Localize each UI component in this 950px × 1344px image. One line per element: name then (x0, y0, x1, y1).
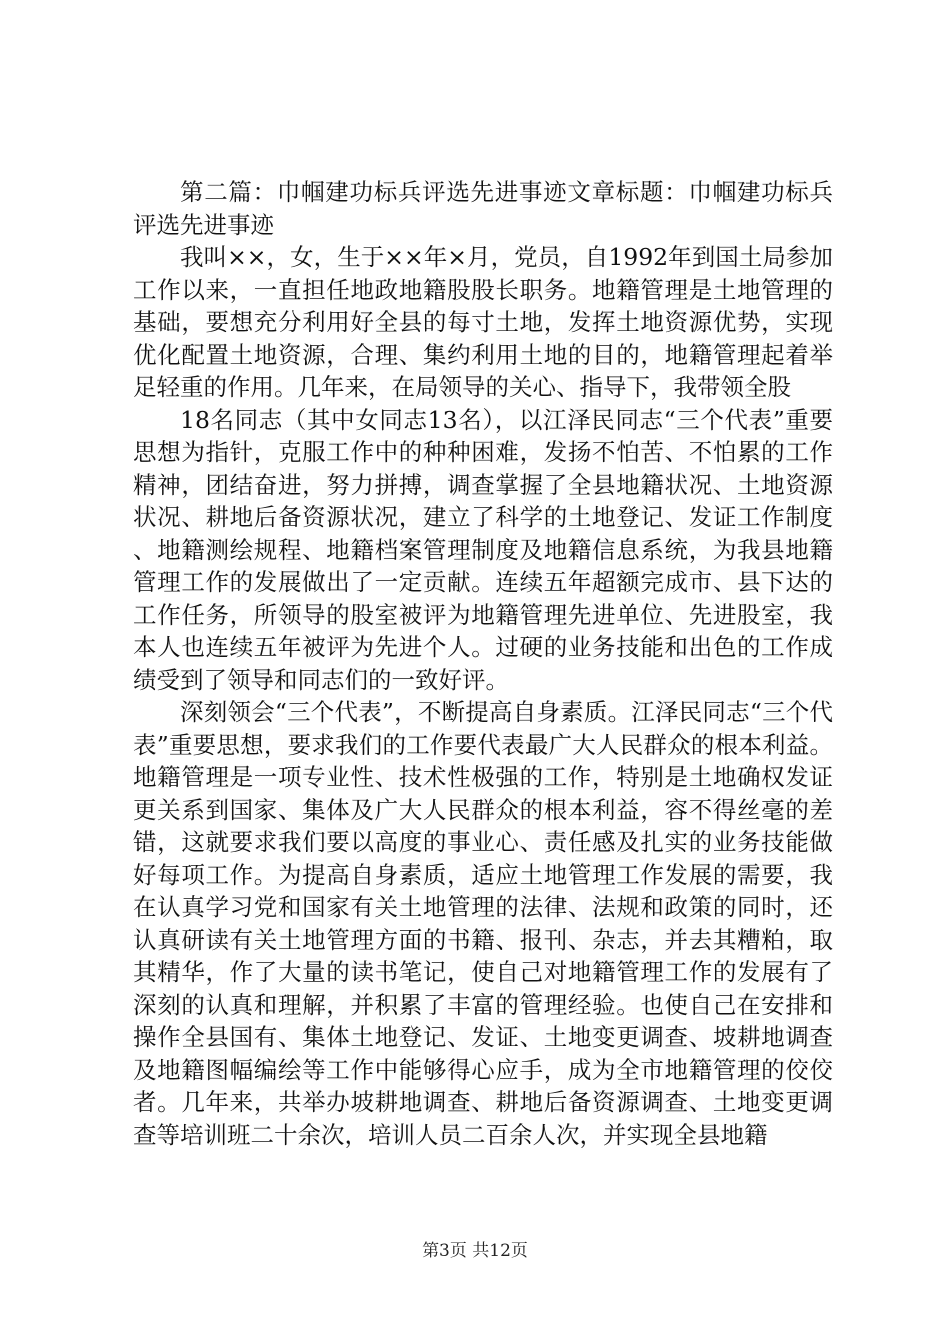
document-body (133, 176, 833, 1151)
body-paragraph: 深刻领会“三个代表”，不断提高自身素质。江泽民同志“三个代表”重要思想，要求我们的工作要代表最广大人民群众的根本利益。地籍管理是一项专业性、技术性极强的工作，特别是土地确权发证更关系到国家、集体及广大人民群众的根本利益，容不得丝毫的差错，这就要求我们要以高度的事业心、责任感及扎实的业务技能做好每项工作。为提高自身素质，适应土地管理工作发展的需要，我在认真学习党和国家有关土地管理的法律、法规和政策的同时，还认真研读有关土地管理方面的书籍、报刊、杂志，并去其糟粕，取其精华，作了大量的读书笔记，使自己对地籍管理工作的发展有了深刻的认真和理解，并积累了丰富的管理经验。也使自己在安排和操作全县国有、集体土地登记、发证、土地变更调查、坡耕地调查及地籍图幅编绘等工作中能够得心应手，成为全市地籍管理的佼佼者。几年来，共举办坡耕地调查、耕地后备资源调查、土地变更调查等培训班二十余次，培训人员二百余人次，并实现全县地籍 (133, 698, 833, 1149)
body-paragraph: 18名同志（其中女同志13名），以江泽民同志“三个代表”重要思想为指针，克服工作中的种种困难，发扬不怕苦、不怕累的工作精神，团结奋进，努力拼搏，调查掌握了全县地籍状况、土地资源状况、耕地后备资源状况，建立了科学的土地登记、发证工作制度、地籍测绘规程、地籍档案管理制度及地籍信息系统，为我县地籍管理工作的发展做出了一定贡献。连续五年超额完成市、县下达的工作任务，所领导的股室被评为地籍管理先进单位、先进股室，我本人也连续五年被评为先进个人。过硬的业务技能和出色的工作成绩受到了领导和同志们的一致好评。 (133, 405, 833, 694)
document-title-paragraph: 第二篇：巾帼建功标兵评选先进事迹文章标题：巾帼建功标兵评选先进事迹 (133, 178, 833, 239)
page-number: 第3页 共12页 (422, 1241, 528, 1261)
page-footer (0, 1240, 950, 1262)
body-paragraph: 我叫××，女，生于××年×月，党员，自1992年到国土局参加工作以来，一直担任地政地籍股股长职务。地籍管理是土地管理的基础，要想充分利用好全县的每寸土地，发挥土地资源优势，实现优化配置土地资源，合理、集约利用土地的目的，地籍管理起着举足轻重的作用。几年来，在局领导的关心、指导下，我带领全股 (133, 243, 833, 401)
